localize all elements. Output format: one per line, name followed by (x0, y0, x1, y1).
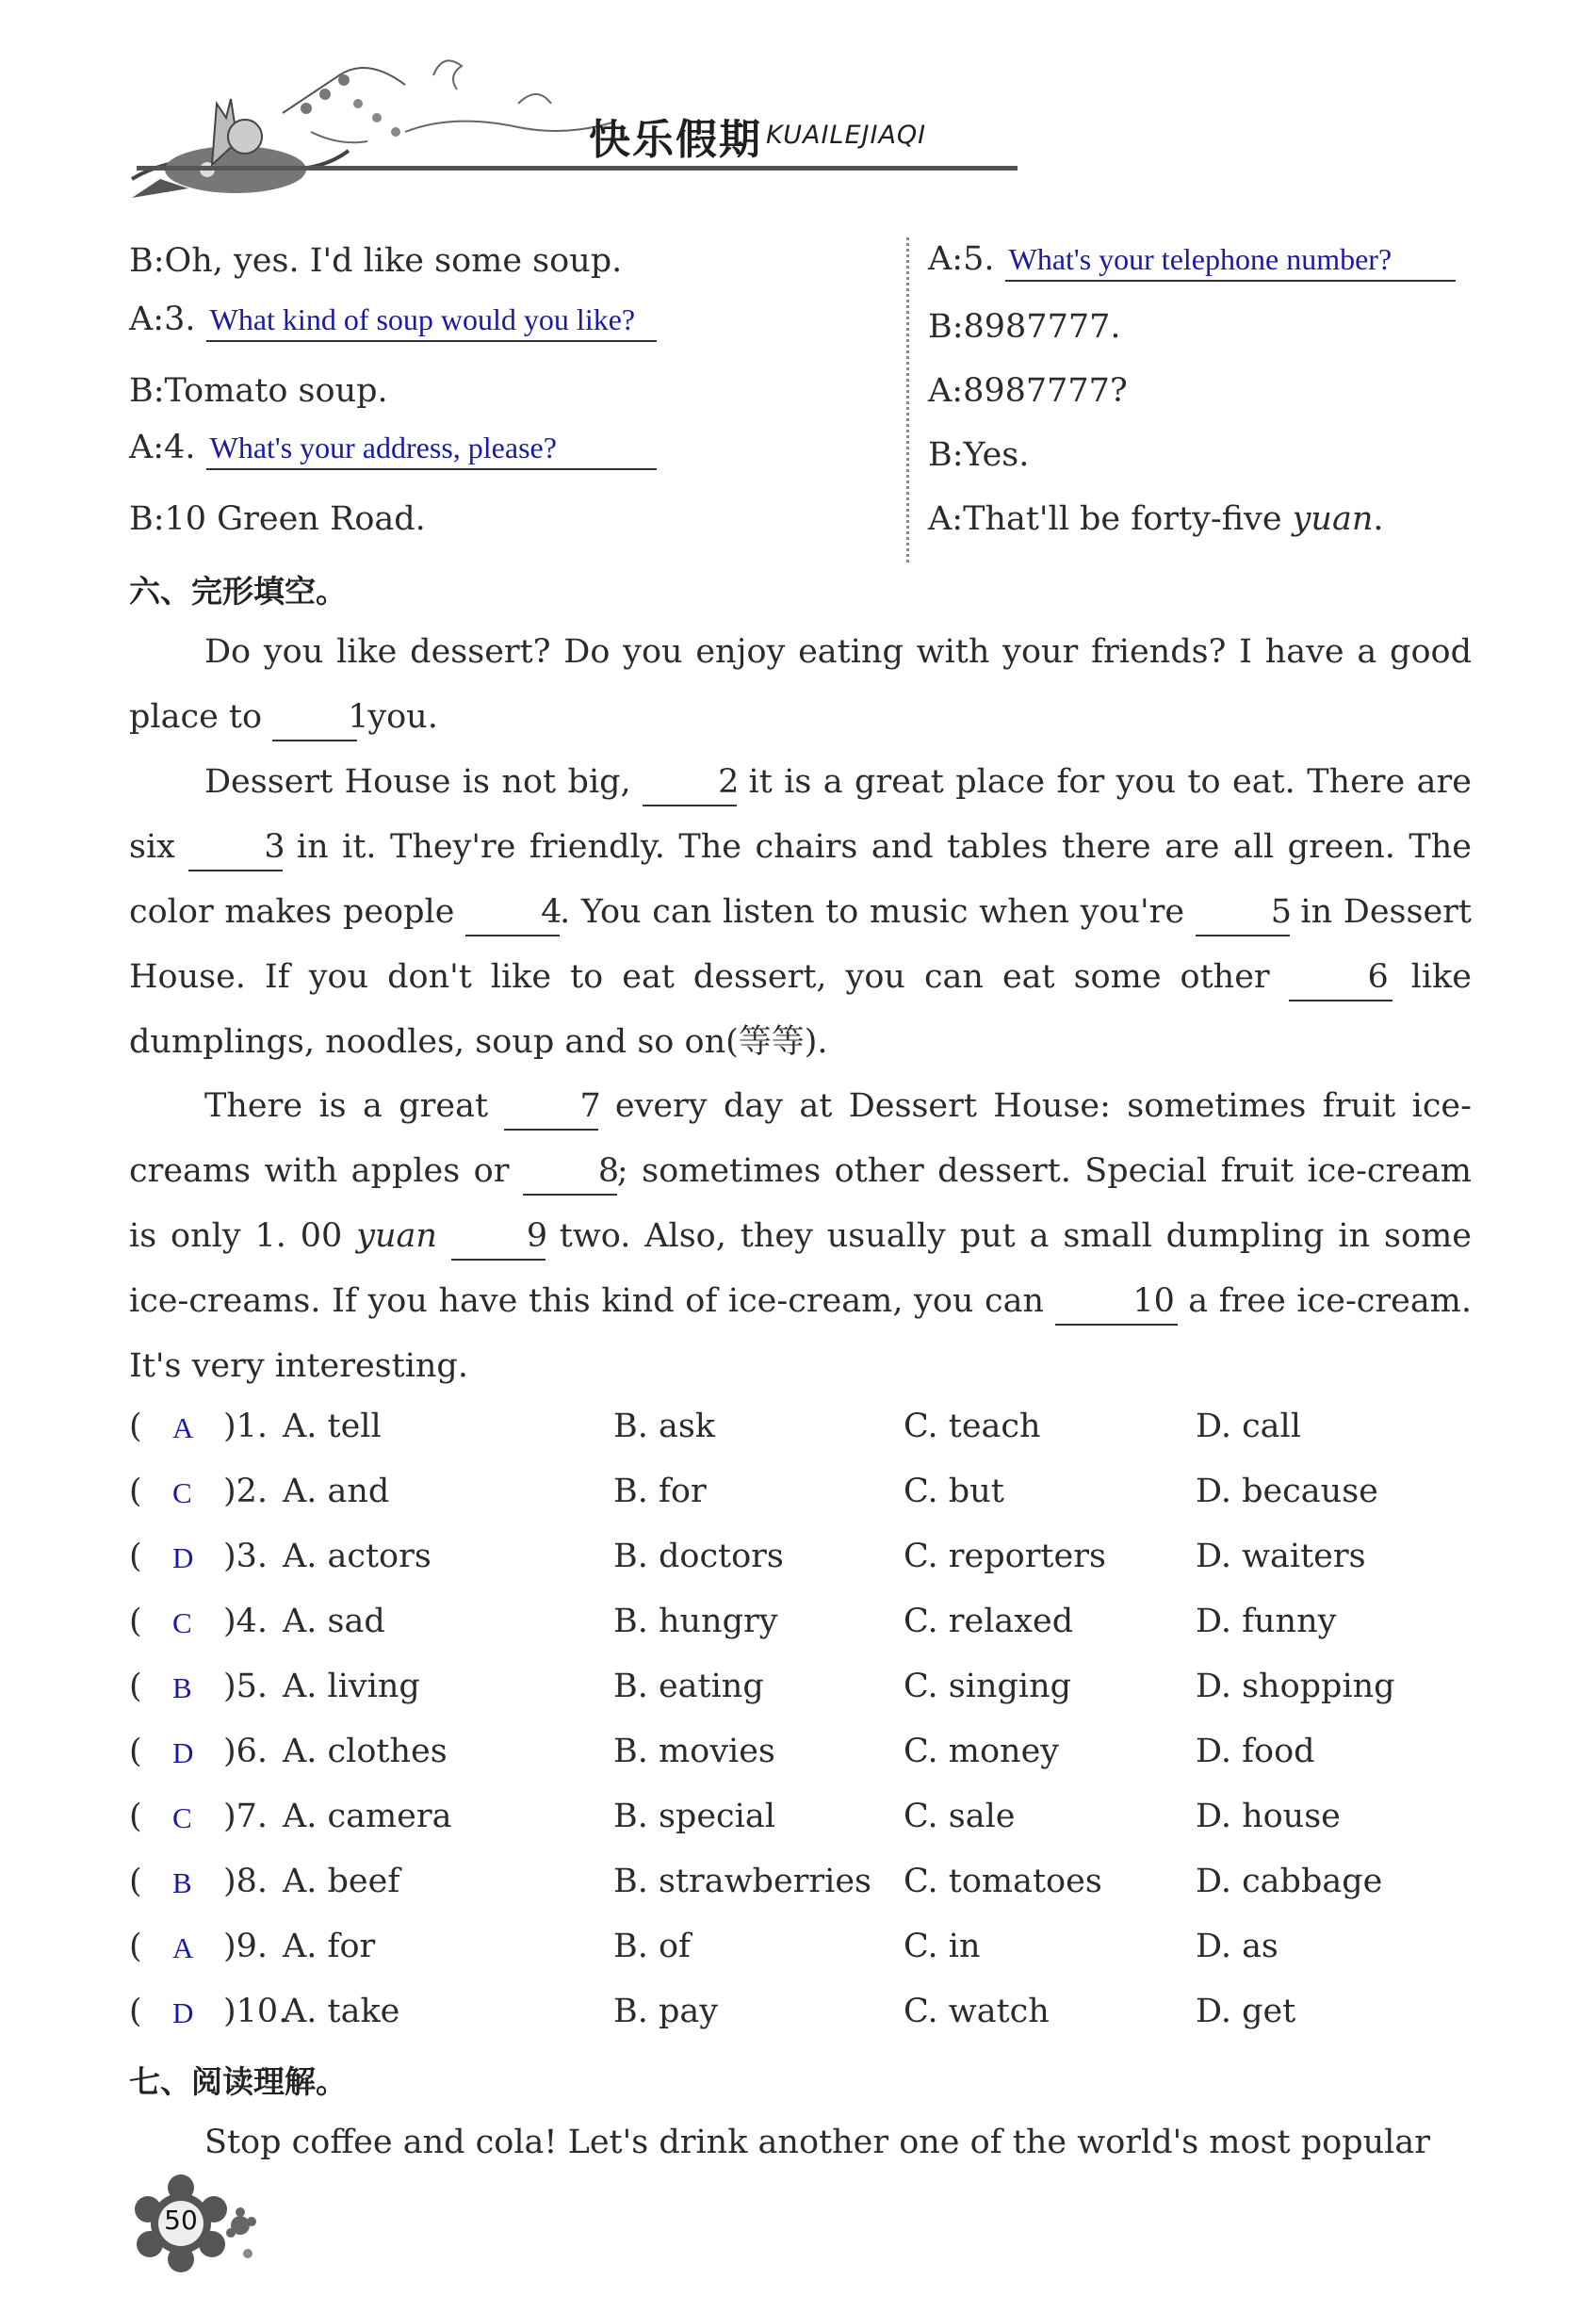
chosen-answer: B (172, 1866, 192, 1899)
cloze-blank: 4 (465, 894, 560, 936)
chosen-answer: A (172, 1931, 194, 1964)
question-row: ( D )10. A. take B. pay C. watch D. get (129, 1993, 1296, 2030)
cloze-paragraph: Do you like dessert? Do you enjoy eating with your friends? I have a good place to 1 you. (129, 620, 1472, 750)
cloze-blank: 7 (504, 1088, 598, 1131)
dialogue-line: A:5. What's your telephone number? (928, 241, 1456, 282)
handwritten-answer: What's your address, please? (206, 431, 657, 470)
question-row: ( A )1. A. tell B. ask C. teach D. call (129, 1408, 1301, 1445)
dialogue-line: B:Tomato soup. (129, 372, 388, 410)
section-heading: 七、阅读理解。 (129, 2063, 347, 2100)
chosen-answer: C (172, 1606, 192, 1639)
question-row: ( C )4. A. sad B. hungry C. relaxed D. funny (129, 1603, 1337, 1640)
chosen-answer: C (172, 1801, 192, 1834)
question-row: ( B )5. A. living B. eating C. singing D. shopping (129, 1668, 1395, 1705)
cloze-paragraph: There is a great 7 every day at Dessert House: sometimes fruit ice-creams with apples or 8; sometimes other dessert. Special fruit ice-cream is only 1. 00 yuan 9 two. Also, they usually put a small dumpling in some ice-creams. If you have this kind of ice-cream, you can 10 a free ice-cream. It's very interesting. (129, 1087, 1472, 1385)
chosen-answer: D (172, 1996, 194, 2029)
header-subtitle: KUAILEJIAQI (766, 121, 927, 150)
cloze-blank: 10 (1055, 1283, 1178, 1326)
dialogue-line: A:3. What kind of soup would you like? (129, 301, 657, 342)
cloze-blank: 1 (272, 699, 357, 741)
question-row: ( B )8. A. beef B. strawberries C. tomatoes D. cabbage (129, 1863, 1383, 1900)
cloze-blank: 6 (1289, 959, 1392, 1001)
cloze-paragraph: Dessert House is not big, 2 it is a great place for you to eat. There are six 3 in it. They're friendly. The chairs and tables there are all green. The color makes people 4. You can listen to music when you're 5 in Dessert House. If you don't like to eat dessert, you can eat some other 6 like dumplings, noodles, soup and so on(等等). (129, 763, 1472, 1061)
dialogue-line: B:Yes. (928, 436, 1030, 474)
question-row: ( A )9. A. for B. of C. in D. as (129, 1928, 1278, 1965)
chosen-answer: B (172, 1671, 192, 1704)
chosen-answer: D (172, 1736, 194, 1769)
dialogue-line: A:4. What's your address, please? (129, 430, 657, 470)
section-heading: 六、完形填空。 (129, 573, 347, 610)
cloze-blank: 9 (451, 1218, 546, 1261)
chosen-answer: D (172, 1541, 194, 1574)
header-rule (137, 166, 1018, 171)
dialogue-line: A:That'll be forty-five yuan. (928, 500, 1384, 538)
dialogue-line: B:10 Green Road. (129, 500, 426, 538)
question-row: ( C )2. A. and B. for C. but D. because (129, 1473, 1378, 1510)
dialogue-line: B:8987777. (928, 308, 1121, 346)
handwritten-answer: What kind of soup would you like? (206, 303, 657, 342)
question-row: ( C )7. A. camera B. special C. sale D. house (129, 1798, 1341, 1835)
handwritten-answer: What's your telephone number? (1005, 243, 1456, 282)
header-title: 快乐假期 (589, 116, 762, 164)
question-row: ( D )6. A. clothes B. movies C. money D. food (129, 1733, 1315, 1770)
header-decoration (122, 38, 1018, 198)
cloze-blank: 2 (643, 764, 737, 806)
cloze-blank: 3 (188, 829, 283, 871)
cloze-blank: 5 (1196, 894, 1290, 936)
column-divider (906, 237, 909, 562)
chosen-answer: C (172, 1476, 192, 1509)
chosen-answer: A (172, 1411, 194, 1444)
page-number: 50 (164, 2205, 198, 2236)
reading-paragraph: Stop coffee and cola! Let's drink another one of the world's most popular (204, 2124, 1430, 2161)
dialogue-line: A:8987777? (928, 372, 1128, 410)
question-row: ( D )3. A. actors B. doctors C. reporters D. waiters (129, 1538, 1366, 1575)
dialogue-line: B:Oh, yes. I'd like some soup. (129, 242, 623, 280)
cloze-blank: 8 (523, 1153, 617, 1196)
